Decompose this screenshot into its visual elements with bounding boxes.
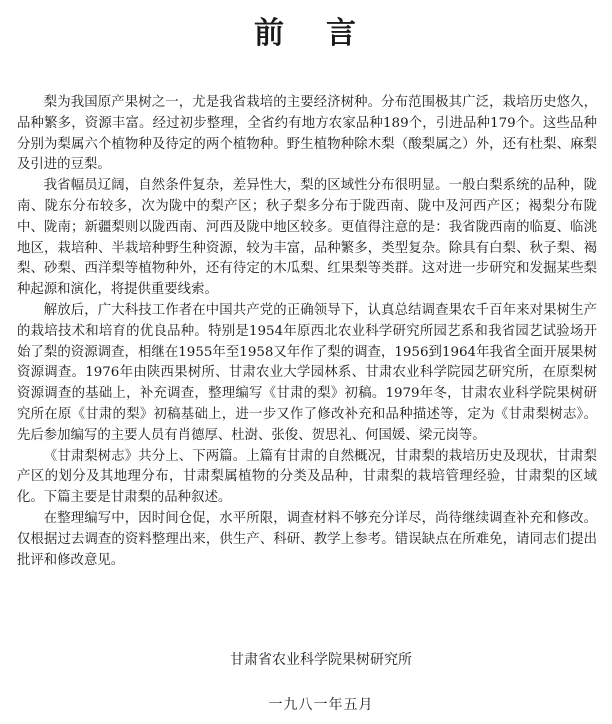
- paragraph-4: 《甘肃梨树志》共分上、下两篇。上篇有甘肃的自然概况，甘肃梨的栽培历史及现状，甘肃梨产区的划分及其地理分布，甘肃梨属植物的分类及品种，甘肃梨的栽培管理经验，甘肃梨的区域化。下篇主要是甘肃梨的品种叙述。: [17, 448, 597, 506]
- paragraph-5: 在整理编写中，因时间仓促，水平所限，调查材料不够充分详尽，尚待继续调查补充和修改。仅根据过去调查的资料整理出来，供生产、科研、教学上参考。错误缺点在所难免，请同志们提出批评和修改意见。: [17, 510, 597, 568]
- signature-organization: 甘肃省农业科学院果树研究所: [230, 652, 412, 668]
- preface-body: [17, 93, 597, 571]
- paragraph-3: 解放后，广大科技工作者在中国共产党的正确领导下，认真总结调查果农千百年来对果树生产的栽培技术和培育的优良品种。特别是1954年原西北农业科学研究所园艺系和我省园艺试验场开始了梨的资源调查，相继在1955年至1958又年作了梨的调查，1956到1964年我省全面开展果树资源调查。1976年由陕西果树所、甘肃农业大学园林系、甘肃农业科学院园艺研究所，在原梨树资源调查的基础上，补充调查，整理编写《甘肃的梨》初稿。1979年冬，甘肃农业科学院果树研究所在原《甘肃的梨》初稿基础上，进一步又作了修改补充和品种描述等，定为《甘肃梨树志》。先后参加编写的主要人员有肖德厚、杜澍、张俊、贺思礼、何国媛、梁元岗等。: [17, 302, 597, 443]
- page-title: 前言: [254, 16, 398, 51]
- signature-date: 一九八一年五月: [268, 697, 374, 713]
- paragraph-1: 梨为我国原产果树之一，尤是我省栽培的主要经济树种。分布范围极其广泛，栽培历史悠久，品种繁多，资源丰富。经过初步整理，全省约有地方农家品种189个，引进品种179个。这些品种分别为梨属六个植物种及待定的两个植物种。野生植物种除木梨（酸梨属之）外，还有杜梨、麻梨及引进的豆梨。: [17, 95, 597, 173]
- paragraph-2: 我省幅员辽阔，自然条件复杂，差异性大，梨的区域性分布很明显。一般白梨系统的品种，陇南、陇东分布较多，次为陇中的梨产区；秋子梨多分布于陇西南、陇中及河西产区；褐梨分布陇中、陇南；新疆梨则以陇西南、河西及陇中地区较多。更值得注意的是：我省陇西南的临夏、临洮地区，栽培种、半栽培种野生种资源，较为丰富，品种繁多，类型复杂。除具有白梨、秋子梨、褐梨、砂梨、西洋梨等植物种外，还有待定的木瓜梨、红果梨等类群。这对进一步研究和发掘某些梨种起源和演化，将提供重要线索。: [17, 178, 597, 298]
